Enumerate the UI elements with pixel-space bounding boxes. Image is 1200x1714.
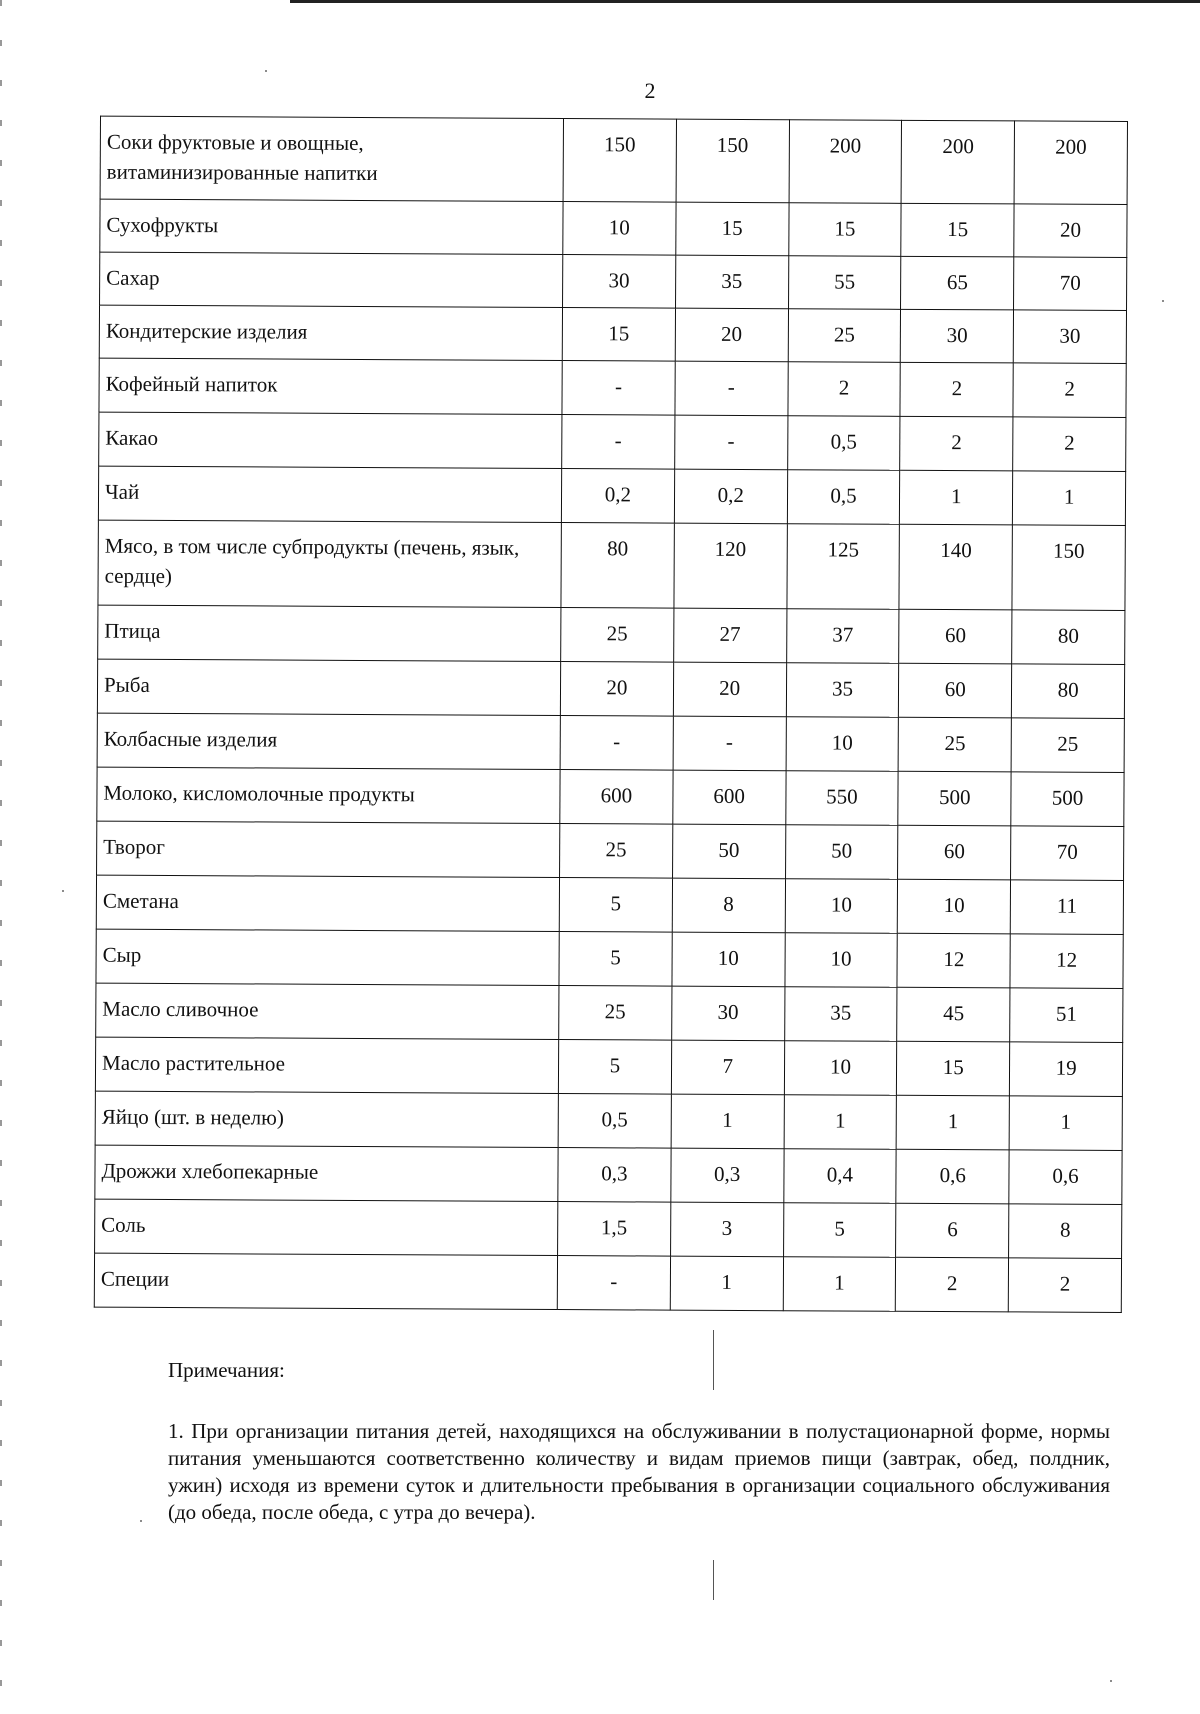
- norm-value-cell: 70: [1014, 257, 1127, 311]
- norm-value-cell: 2: [900, 416, 1013, 471]
- norm-value-cell: 35: [786, 663, 899, 718]
- table-row: [96, 983, 1123, 1042]
- table-row: [97, 659, 1124, 718]
- norm-value-cell: 45: [897, 987, 1010, 1042]
- norm-value-cell: 80: [1012, 610, 1125, 665]
- norm-value-cell: 30: [671, 986, 784, 1041]
- norm-value-cell: 30: [563, 255, 676, 309]
- norm-value-cell: 1: [670, 1256, 783, 1311]
- product-name-cell: Сметана: [96, 875, 559, 931]
- table-row: [100, 116, 1127, 204]
- norm-value-cell: 12: [1010, 934, 1123, 989]
- norm-value-cell: 0,4: [783, 1149, 896, 1204]
- norm-value-cell: -: [557, 1256, 670, 1311]
- food-norms-table-body: [94, 116, 1127, 1312]
- product-name-cell: Колбасные изделия: [97, 713, 560, 769]
- product-name-cell: Соль: [95, 1199, 558, 1255]
- norm-value-cell: 0,5: [558, 1094, 671, 1149]
- table-row: [96, 929, 1123, 988]
- note-1-text: 1. При организации питания детей, находящихся на обслуживании в полустационарной форме, нормы питания уменьшаются соответственно количеству и видам приемов пищи (завтрак, обед, полдник, ужин) исходя из времени суток и длительности пребывания в организации социального обслуживания (до обеда, после обеда, с утра до вечера).: [168, 1419, 1110, 1524]
- norm-value-cell: 80: [1012, 664, 1125, 719]
- norm-value-cell: 200: [789, 120, 902, 204]
- norm-value-cell: 15: [562, 308, 675, 362]
- table-row: [100, 252, 1127, 310]
- norm-value-cell: 2: [1008, 1258, 1121, 1313]
- product-name-cell: Дрожжи хлебопекарные: [95, 1145, 558, 1201]
- norm-value-cell: 10: [785, 933, 898, 988]
- norm-value-cell: 10: [786, 717, 899, 772]
- product-name-cell: Кондитерские изделия: [99, 305, 562, 360]
- norm-value-cell: 20: [673, 662, 786, 717]
- norm-value-cell: -: [560, 716, 673, 771]
- product-name-cell: Какао: [99, 412, 562, 468]
- norm-value-cell: 120: [674, 523, 787, 609]
- norm-value-cell: -: [562, 361, 675, 416]
- norm-value-cell: 15: [901, 203, 1014, 257]
- norm-value-cell: 80: [561, 523, 674, 609]
- notes-title: Примечания:: [168, 1358, 285, 1382]
- norm-value-cell: 7: [671, 1040, 784, 1095]
- norm-value-cell: 500: [1011, 772, 1124, 827]
- norm-value-cell: 19: [1010, 1042, 1123, 1097]
- scan-left-edge: [0, 0, 2, 1714]
- table-row: [95, 1199, 1122, 1258]
- norm-value-cell: 60: [899, 663, 1012, 718]
- norm-value-cell: 5: [558, 1040, 671, 1095]
- scan-speck: [1162, 300, 1164, 302]
- norm-value-cell: 10: [898, 879, 1011, 934]
- table-row: [98, 605, 1125, 664]
- product-name-cell: Специи: [94, 1253, 557, 1309]
- table-row: [97, 713, 1124, 772]
- norm-value-cell: 0,3: [558, 1148, 671, 1203]
- norm-value-cell: 65: [901, 256, 1014, 310]
- norm-value-cell: 5: [559, 932, 672, 987]
- norm-value-cell: 5: [783, 1203, 896, 1258]
- norm-value-cell: 10: [672, 932, 785, 987]
- norm-value-cell: 150: [676, 119, 789, 203]
- table-row: [98, 520, 1125, 610]
- norm-value-cell: 37: [786, 609, 899, 664]
- product-name-cell: Чай: [98, 466, 561, 522]
- norm-value-cell: 25: [788, 309, 901, 363]
- norm-value-cell: 500: [898, 771, 1011, 826]
- norm-value-cell: 2: [1013, 363, 1126, 418]
- norm-value-cell: 2: [788, 362, 901, 417]
- scan-speck: [265, 70, 267, 72]
- page-number: 2: [644, 78, 656, 103]
- table-row: [97, 767, 1124, 826]
- product-name-cell: Молоко, кисломолочные продукты: [97, 767, 560, 823]
- norm-value-cell: 1: [784, 1095, 897, 1150]
- norm-value-cell: 70: [1011, 826, 1124, 881]
- norm-value-cell: 140: [899, 524, 1012, 610]
- product-name-cell: Сыр: [96, 929, 559, 985]
- norm-value-cell: 5: [559, 878, 672, 933]
- norm-value-cell: 20: [560, 662, 673, 717]
- table-row: [95, 1145, 1122, 1204]
- norm-value-cell: 150: [563, 119, 676, 203]
- norm-value-cell: 600: [560, 770, 673, 825]
- norm-value-cell: 0,2: [561, 469, 674, 524]
- norm-value-cell: 25: [1011, 718, 1124, 773]
- norm-value-cell: 50: [672, 824, 785, 879]
- product-name-cell: Рыба: [97, 659, 560, 715]
- table-row: [94, 1253, 1121, 1312]
- norm-value-cell: 0,6: [1009, 1150, 1122, 1205]
- table-row: [96, 875, 1123, 934]
- norm-value-cell: 200: [901, 120, 1014, 204]
- norm-value-cell: 12: [897, 933, 1010, 988]
- table-row: [100, 199, 1127, 257]
- norm-value-cell: 10: [784, 1041, 897, 1096]
- product-name-cell: Птица: [98, 605, 561, 661]
- norm-value-cell: 60: [899, 609, 1012, 664]
- norm-value-cell: 200: [1014, 121, 1127, 205]
- norm-value-cell: 15: [788, 203, 901, 257]
- norm-value-cell: 27: [673, 608, 786, 663]
- top-border-line: [290, 0, 1200, 3]
- product-name-cell: Масло растительное: [95, 1037, 558, 1093]
- norm-value-cell: 25: [560, 824, 673, 879]
- product-name-cell: Сухофрукты: [100, 199, 563, 254]
- table-row: [99, 358, 1126, 417]
- norm-value-cell: 0,3: [671, 1148, 784, 1203]
- norm-value-cell: 8: [1009, 1204, 1122, 1259]
- norm-value-cell: -: [675, 361, 788, 416]
- scan-speck: [62, 890, 64, 892]
- scan-dashed-mark: [713, 1330, 714, 1390]
- product-name-cell: Творог: [97, 821, 560, 877]
- product-name-cell: Соки фруктовые и овощные, витаминизированные напитки: [100, 116, 563, 201]
- norm-value-cell: 15: [676, 202, 789, 256]
- table-row: [99, 305, 1126, 363]
- scan-speck: [1110, 1680, 1112, 1682]
- norm-value-cell: 10: [785, 879, 898, 934]
- norm-value-cell: 600: [673, 770, 786, 825]
- norm-value-cell: 0,6: [896, 1149, 1009, 1204]
- table-row: [95, 1091, 1122, 1150]
- norm-value-cell: 8: [672, 878, 785, 933]
- norm-value-cell: 25: [898, 717, 1011, 772]
- table-row: [95, 1037, 1122, 1096]
- norm-value-cell: 30: [901, 309, 1014, 363]
- product-name-cell: Мясо, в том числе субпродукты (печень, язык, сердце): [98, 520, 561, 607]
- norm-value-cell: 550: [785, 771, 898, 826]
- norm-value-cell: 10: [563, 202, 676, 256]
- food-norms-table: [94, 116, 1128, 1313]
- norm-value-cell: 25: [559, 986, 672, 1041]
- table-row: [99, 412, 1126, 471]
- norm-value-cell: 35: [784, 987, 897, 1042]
- norm-value-cell: 1: [783, 1257, 896, 1312]
- norm-value-cell: 1,5: [558, 1202, 671, 1257]
- norm-value-cell: -: [674, 415, 787, 470]
- norm-value-cell: 20: [1014, 204, 1127, 258]
- norm-value-cell: 2: [900, 362, 1013, 417]
- norm-value-cell: 3: [670, 1202, 783, 1257]
- table-row: [98, 466, 1125, 525]
- norm-value-cell: 1: [1009, 1096, 1122, 1151]
- norm-value-cell: 150: [1012, 525, 1125, 611]
- norm-value-cell: 6: [896, 1203, 1009, 1258]
- product-name-cell: Сахар: [100, 252, 563, 307]
- norm-value-cell: 0,2: [674, 469, 787, 524]
- norm-value-cell: 0,5: [787, 470, 900, 525]
- norm-value-cell: 25: [561, 608, 674, 663]
- norm-value-cell: 51: [1010, 988, 1123, 1043]
- norm-value-cell: 20: [675, 308, 788, 362]
- product-name-cell: Яйцо (шт. в неделю): [95, 1091, 558, 1147]
- norm-value-cell: 60: [898, 825, 1011, 880]
- norm-value-cell: 0,5: [787, 416, 900, 471]
- norm-value-cell: 35: [675, 255, 788, 309]
- norm-value-cell: 1: [897, 1095, 1010, 1150]
- norm-value-cell: 30: [1013, 310, 1126, 364]
- scan-dashed-mark: [713, 1560, 714, 1600]
- norm-value-cell: 55: [788, 256, 901, 310]
- norm-value-cell: 15: [897, 1041, 1010, 1096]
- norm-value-cell: 50: [785, 825, 898, 880]
- norm-value-cell: 1: [1013, 471, 1126, 526]
- norm-value-cell: -: [673, 716, 786, 771]
- norm-value-cell: -: [562, 415, 675, 470]
- norm-value-cell: 125: [787, 524, 900, 610]
- norm-value-cell: 11: [1010, 880, 1123, 935]
- scan-speck: [140, 1520, 142, 1522]
- norm-value-cell: 1: [671, 1094, 784, 1149]
- norm-value-cell: 1: [900, 470, 1013, 525]
- product-name-cell: Масло сливочное: [96, 983, 559, 1039]
- product-name-cell: Кофейный напиток: [99, 358, 562, 414]
- table-row: [97, 821, 1124, 880]
- norm-value-cell: 2: [896, 1257, 1009, 1312]
- norm-value-cell: 2: [1013, 417, 1126, 472]
